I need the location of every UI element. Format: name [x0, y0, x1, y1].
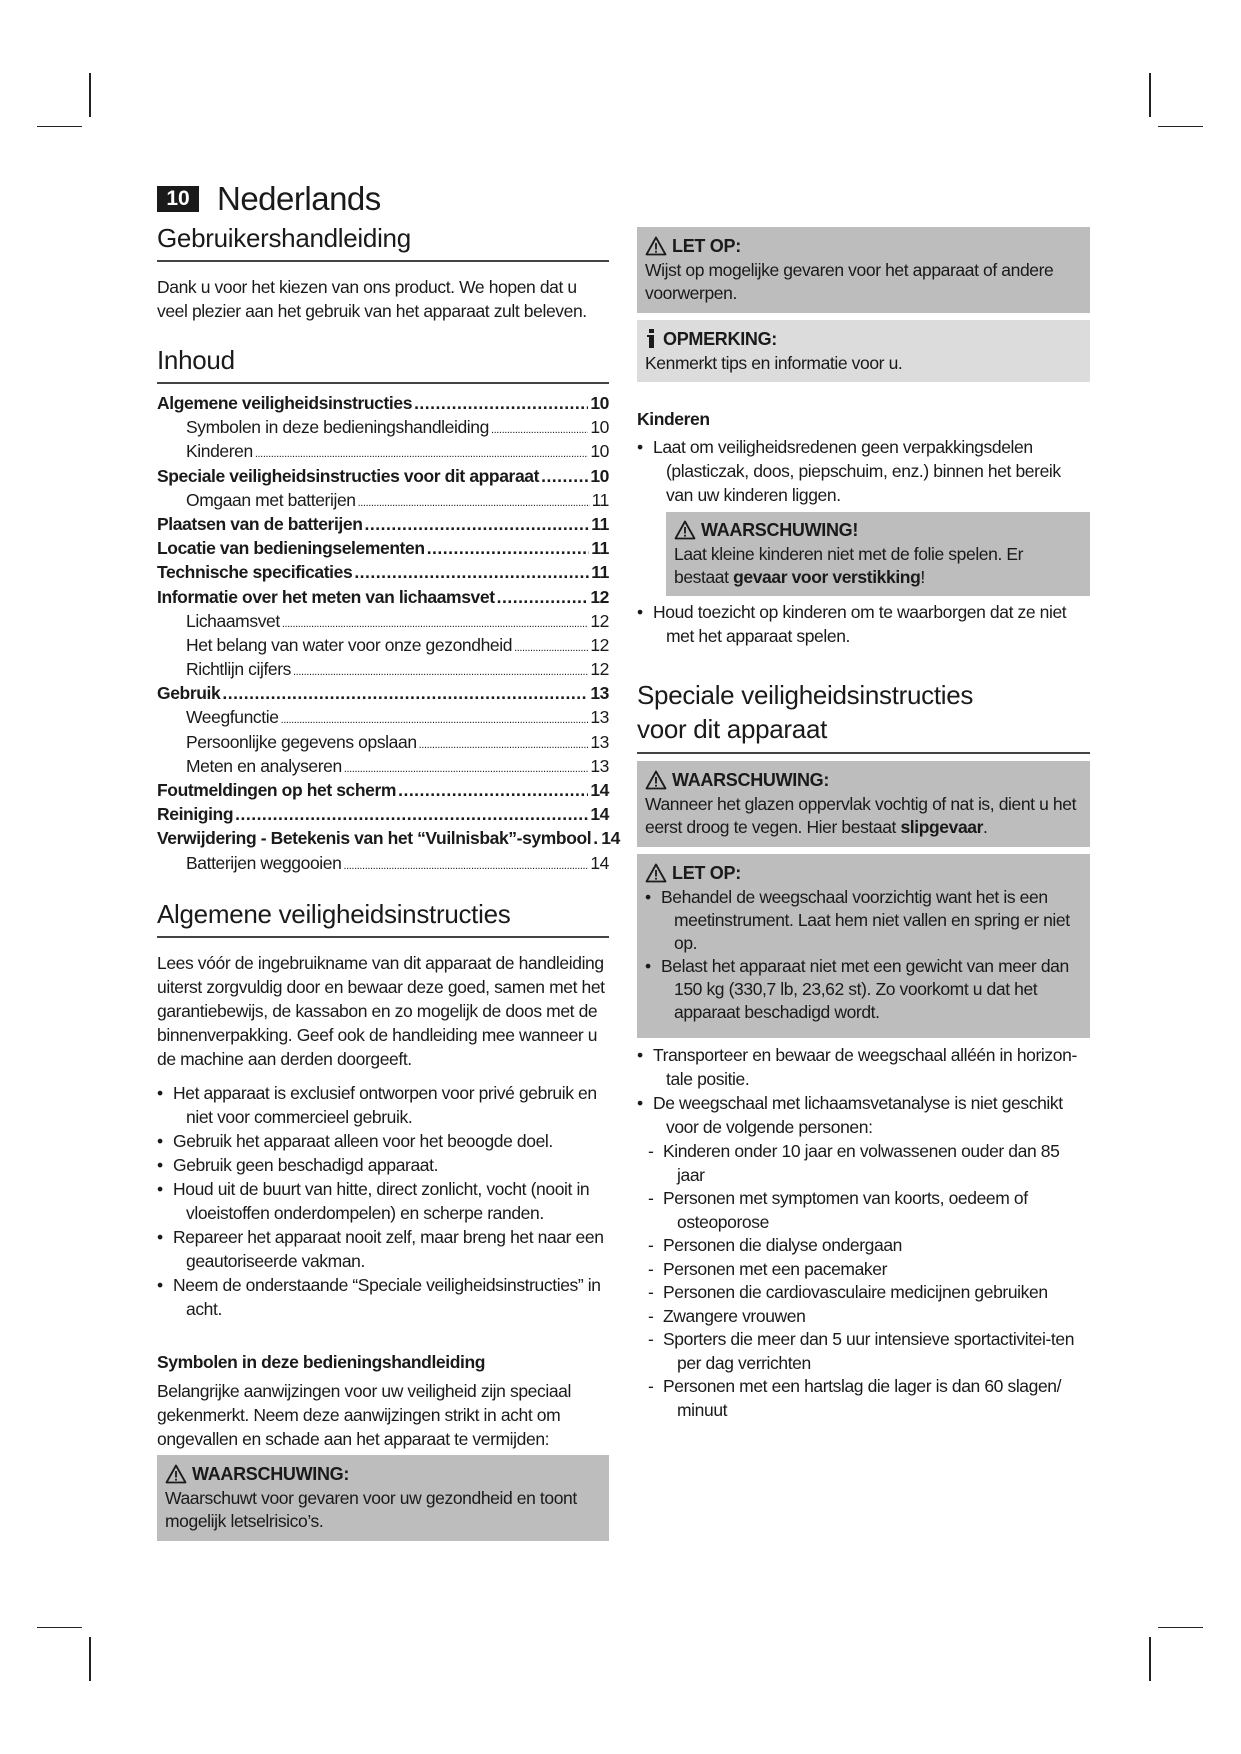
crop-mark: [89, 73, 91, 117]
toc-entry[interactable]: Meten en analyseren ..... 13: [157, 754, 609, 778]
special-caution-list: [645, 886, 1082, 1024]
special-warning-title: WAARSCHUWING:: [672, 770, 830, 790]
list-item: • Het apparaat is exclusief ontworpen voor privé gebruik en niet voor commercieel gebruik.: [157, 1081, 609, 1129]
safety-intro: Lees vóór de ingebruikname van dit apparaat de handleiding uiterst zorgvuldig door en bewaar deze goed, samen met het garantiebewijs, de kassabon en zo mogelijk de doos met de binnenverpakking. Geef ook de handleiding mee wanneer u de machine aan derden doorgeeft.: [157, 953, 605, 1069]
warning-triangle-icon: [674, 520, 696, 540]
children-warning-title: WAARSCHUWING!: [701, 520, 859, 540]
toc-entry[interactable]: Speciale veiligheidsinstructies voor dit apparaat ..... 10: [157, 464, 609, 488]
toc-entry[interactable]: Informatie over het meten van lichaamsvet ..... 12: [157, 585, 609, 609]
list-item: • Gebruik geen beschadigd apparaat.: [157, 1153, 609, 1177]
toc-entry[interactable]: Lichaamsvet ..... 12: [157, 609, 609, 633]
list-item: • Houd toezicht op kinderen om te waarborgen dat ze niet met het apparaat spelen.: [637, 600, 1090, 648]
warning-triangle-icon: [165, 1464, 187, 1484]
manual-title: Gebruikershandleiding: [157, 223, 609, 262]
warning-box: [157, 1455, 609, 1541]
children-warning-bold: gevaar voor verstikking: [733, 567, 921, 587]
list-item: - Zwangere vrouwen: [637, 1305, 1077, 1329]
list-item: - Sporters die meer dan 5 uur intensieve sportactivitei-ten per dag verrichten: [637, 1328, 1077, 1375]
toc-entry[interactable]: Gebruik ..... 13: [157, 681, 609, 705]
warning-box-title: WAARSCHUWING:: [192, 1464, 350, 1484]
special-title: Speciale veiligheidsinstructies voor dit apparaat: [637, 678, 1090, 754]
toc-entry[interactable]: Omgaan met batterijen ..... 11: [157, 488, 609, 512]
children-section: [637, 409, 1090, 648]
page-header: [157, 180, 381, 218]
symbols-title: Symbolen in deze bedieningshandleiding: [157, 1352, 486, 1372]
toc-entry[interactable]: Weegfunctie ..... 13: [157, 705, 609, 729]
toc-entry[interactable]: Algemene veiligheidsinstructies ..... 10: [157, 391, 609, 415]
crop-mark: [1158, 126, 1203, 127]
crop-mark: [37, 1627, 82, 1628]
list-item: - Personen die dialyse ondergaan: [637, 1234, 1077, 1258]
warning-triangle-icon: [645, 770, 667, 790]
info-icon: [645, 328, 659, 350]
children-list-2: [637, 600, 1090, 648]
toc-entry[interactable]: Technische specificaties ..... 11: [157, 560, 609, 584]
safety-list: [157, 1081, 609, 1321]
intro-text: Dank u voor het kiezen van ons product. We hopen dat u veel plezier aan het gebruik van het apparaat zult beleven.: [157, 277, 587, 321]
list-item: • De weegschaal met lichaamsvetanalyse is niet geschikt voor de volgende personen:: [637, 1091, 1090, 1139]
crop-mark: [1158, 1627, 1203, 1628]
toc-entry[interactable]: Reiniging ..... 14: [157, 802, 609, 826]
list-item: - Personen met een pacemaker: [637, 1258, 1077, 1282]
toc-entry[interactable]: Foutmeldingen op het scherm ..... 14: [157, 778, 609, 802]
list-item: • Behandel de weegschaal voorzichtig want het is een meetinstrument. Laat hem niet vallen en spring er niet op.: [645, 886, 1082, 955]
page-number: 10: [157, 186, 199, 212]
list-item: • Repareer het apparaat nooit zelf, maar breng het naar een geautoriseerde vakman.: [157, 1225, 609, 1273]
list-item: - Kinderen onder 10 jaar en volwassenen ouder dan 85 jaar: [637, 1140, 1077, 1187]
toc-entry[interactable]: Kinderen ..... 10: [157, 439, 609, 463]
toc-title: Inhoud: [157, 345, 609, 384]
toc-entry[interactable]: Persoonlijke gegevens opslaan ..... 13: [157, 730, 609, 754]
crop-mark: [37, 126, 82, 127]
list-item: • Transporteer en bewaar de weegschaal alléén in horizon-tale positie.: [637, 1043, 1090, 1091]
special-list: [637, 1043, 1090, 1139]
toc-entry[interactable]: Richtlijn cijfers ..... 12: [157, 657, 609, 681]
list-item: • Laat om veiligheidsredenen geen verpakkingsdelen (plasticzak, doos, piepschuim, enz.) binnen het bereik van uw kinderen liggen.: [637, 435, 1090, 507]
children-warning-text: Laat kleine kinderen niet met de folie spelen. Er bestaat gevaar voor verstikking!: [674, 544, 1024, 587]
special-warning-text: Wanneer het glazen oppervlak vochtig of nat is, dient u het eerst droog te vegen. Hier bestaat slipgevaar.: [645, 794, 1077, 837]
symbols-text: Belangrijke aanwijzingen voor uw veiligheid zijn speciaal gekenmerkt. Neem deze aanwijzingen strikt in acht om ongevallen en schade aan het apparaat te vermijden:: [157, 1381, 571, 1449]
crop-mark: [89, 1637, 91, 1681]
list-item: • Neem de onderstaande “Speciale veiligheidsinstructies” in acht.: [157, 1273, 609, 1321]
safety-title: Algemene veiligheidsinstructies: [157, 899, 609, 938]
toc-entry[interactable]: Plaatsen van de batterijen ..... 11: [157, 512, 609, 536]
list-item: • Belast het apparaat niet met een gewicht van meer dan 150 kg (330,7 lb, 23,62 st). Zo voorkomt u dat het apparaat beschadigd wordt.: [645, 955, 1082, 1024]
caution-box-text: Wijst op mogelijke gevaren voor het apparaat of andere voorwerpen.: [645, 260, 1054, 303]
list-item: • Gebruik het apparaat alleen voor het beoogde doel.: [157, 1129, 609, 1153]
warning-triangle-icon: [645, 236, 667, 256]
note-box-text: Kenmerkt tips en informatie voor u.: [645, 353, 903, 373]
list-item: - Personen die cardiovasculaire medicijnen gebruiken: [637, 1281, 1077, 1305]
children-list: [637, 435, 1090, 507]
toc-entry[interactable]: Locatie van bedieningselementen ..... 11: [157, 536, 609, 560]
note-box-title: OPMERKING:: [663, 329, 778, 349]
toc-entry[interactable]: Batterijen weggooien ..... 14: [157, 851, 609, 875]
warning-triangle-icon: [645, 863, 667, 883]
warning-box-text: Waarschuwt voor gevaren voor uw gezondheid en toont mogelijk letselrisico’s.: [165, 1488, 577, 1531]
toc-entry[interactable]: Het belang van water voor onze gezondheid ..... 12: [157, 633, 609, 657]
special-warning-bold: slipgevaar: [900, 817, 984, 837]
special-caution-title: LET OP:: [672, 863, 741, 883]
list-item: - Personen met een hartslag die lager is dan 60 slagen/ minuut: [637, 1375, 1077, 1422]
caution-box: [637, 227, 1090, 313]
children-title: Kinderen: [637, 409, 710, 429]
special-warning-box: [637, 761, 1090, 847]
language-heading: Nederlands: [217, 180, 381, 217]
special-caution-box: [637, 854, 1090, 1038]
table-of-contents: [157, 391, 620, 875]
toc-entry[interactable]: Verwijdering - Betekenis van het “Vuilnisbak”-symbool ..... 14: [157, 826, 609, 850]
crop-mark: [1149, 1637, 1151, 1681]
toc-entry[interactable]: Symbolen in deze bedieningshandleiding ..... 10: [157, 415, 609, 439]
list-item: • Houd uit de buurt van hitte, direct zonlicht, vocht (nooit in vloeistoffen onderdompelen) en scherpe randen.: [157, 1177, 609, 1225]
list-item: - Personen met symptomen van koorts, oedeem of osteoporose: [637, 1187, 1077, 1234]
children-warning-box: [666, 512, 1090, 596]
caution-box-title: LET OP:: [672, 236, 741, 256]
note-box: [637, 320, 1090, 382]
crop-mark: [1149, 73, 1151, 117]
persons-list: [637, 1140, 1077, 1422]
